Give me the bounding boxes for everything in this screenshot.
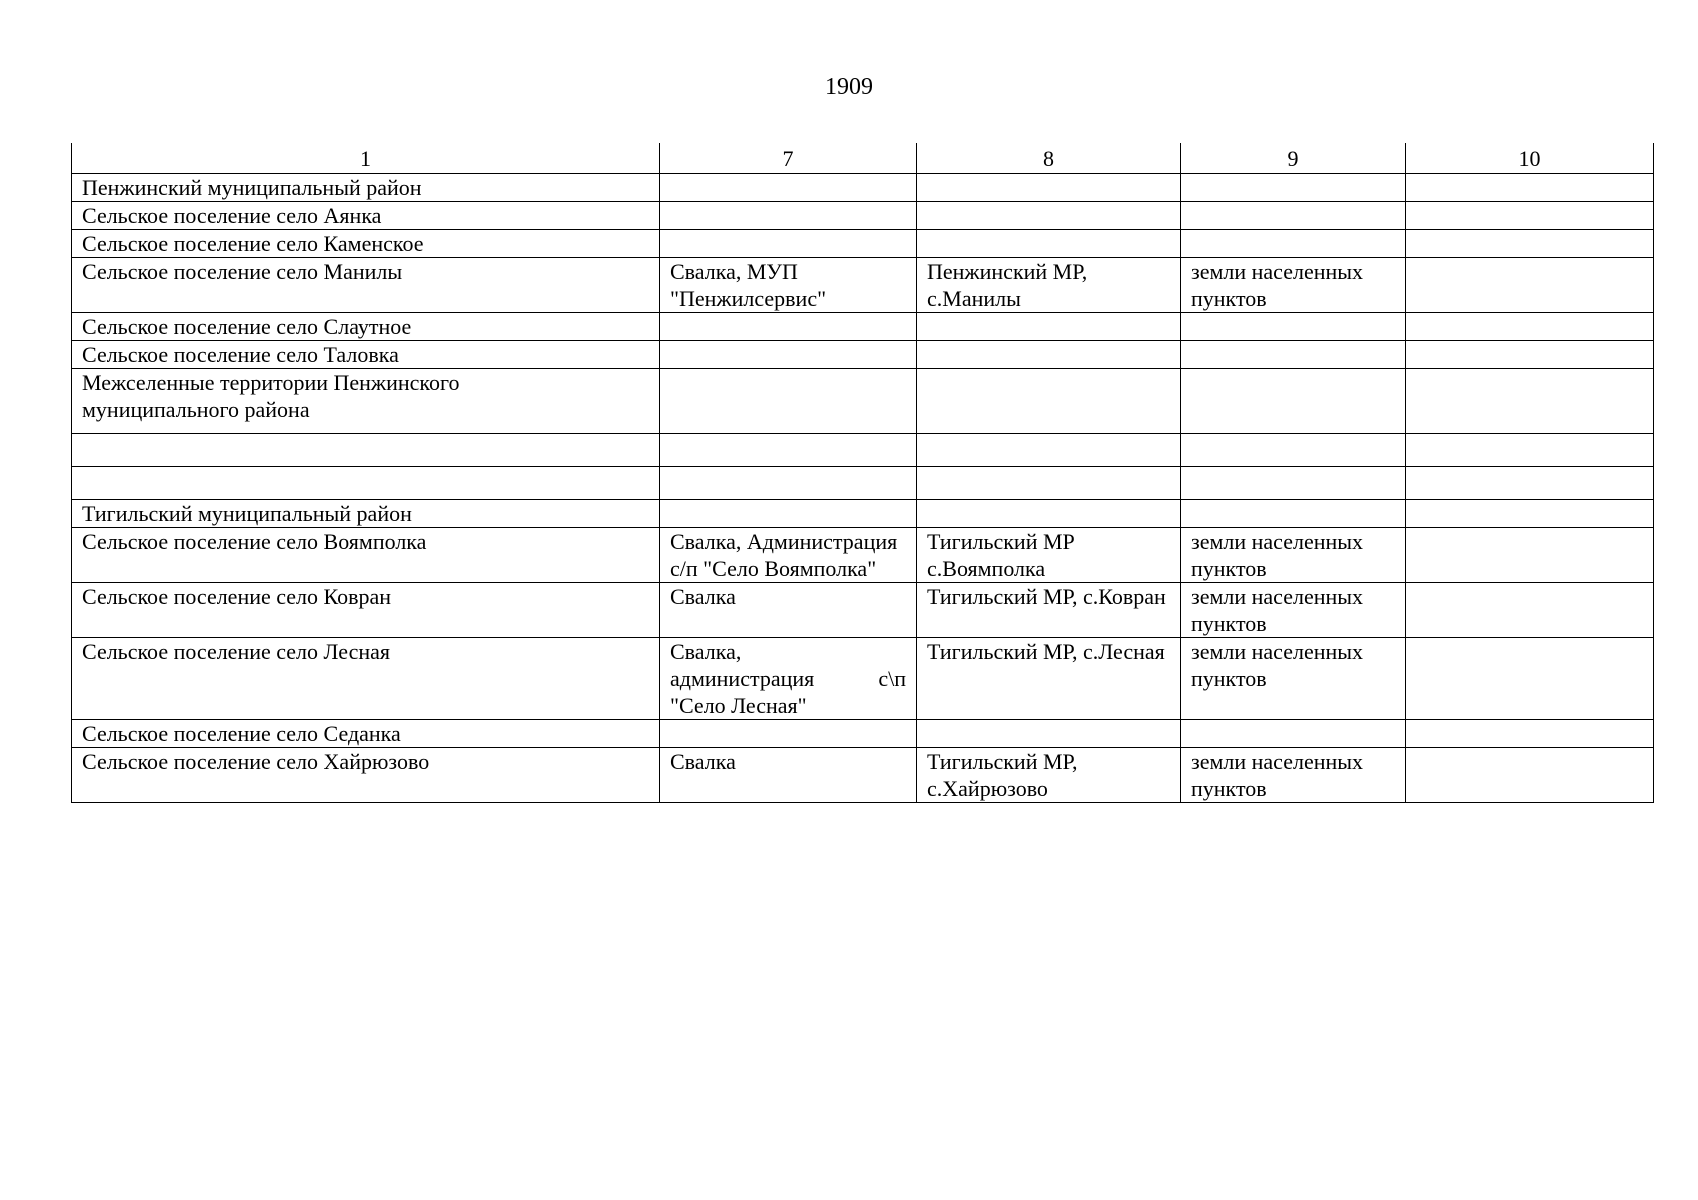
object-cell: Свалка (660, 583, 917, 638)
note-cell (1406, 341, 1654, 369)
object-cell: Свалка (660, 748, 917, 803)
land-category-cell (1181, 202, 1406, 230)
empty-cell (917, 434, 1181, 467)
land-category-cell (1181, 720, 1406, 748)
header-row (72, 143, 1654, 174)
empty-cell (917, 467, 1181, 500)
location-cell: Тигильский МР, с.Лесная (917, 638, 1181, 720)
settlement-name: Сельское поселение село Хайрюзово (72, 748, 660, 803)
table-row (72, 230, 1654, 258)
settlement-name: Сельское поселение село Лесная (72, 638, 660, 720)
header-cell-8: 8 (917, 143, 1181, 174)
empty-cell (1181, 434, 1406, 467)
location-cell (917, 500, 1181, 528)
object-cell (660, 230, 917, 258)
district-name: Тигильский муниципальный район (72, 500, 660, 528)
settlement-name: Сельское поселение село Таловка (72, 341, 660, 369)
land-category-cell: земли населенных пунктов (1181, 258, 1406, 313)
note-cell (1406, 500, 1654, 528)
land-category-cell: земли населенных пунктов (1181, 748, 1406, 803)
table-row (72, 748, 1654, 803)
header-cell-1: 1 (72, 143, 660, 174)
note-cell (1406, 202, 1654, 230)
table-row (72, 174, 1654, 202)
table-row (72, 202, 1654, 230)
object-line: Свалка, (670, 639, 742, 664)
location-cell (917, 230, 1181, 258)
settlement-name: Межселенные территории Пенжинского муниципального района (72, 369, 660, 434)
location-cell: Тигильский МР с.Воямполка (917, 528, 1181, 583)
note-cell (1406, 313, 1654, 341)
note-cell (1406, 638, 1654, 720)
table-row (72, 341, 1654, 369)
settlement-name: Сельское поселение село Воямполка (72, 528, 660, 583)
location-cell (917, 174, 1181, 202)
object-line: "Село Лесная" (670, 693, 807, 718)
land-category-cell (1181, 500, 1406, 528)
settlement-name: Сельское поселение село Манилы (72, 258, 660, 313)
land-category-cell: земли населенных пунктов (1181, 528, 1406, 583)
land-category-cell: земли населенных пунктов (1181, 638, 1406, 720)
note-cell (1406, 528, 1654, 583)
district-name: Пенжинский муниципальный район (72, 174, 660, 202)
object-word: администрация (670, 666, 815, 691)
note-cell (1406, 230, 1654, 258)
header-cell-10: 10 (1406, 143, 1654, 174)
object-cell (660, 341, 917, 369)
object-cell: Свалка, Администрация с/п "Село Воямполка" (660, 528, 917, 583)
table-row (72, 313, 1654, 341)
table-row (72, 434, 1654, 467)
location-cell (917, 202, 1181, 230)
table-row (72, 583, 1654, 638)
object-cell: Свалка, МУП "Пенжилсервис" (660, 258, 917, 313)
page-number: 1909 (825, 74, 873, 100)
empty-cell (1181, 467, 1406, 500)
location-cell: Тигильский МР, с.Хайрюзово (917, 748, 1181, 803)
note-cell (1406, 258, 1654, 313)
object-cell (660, 720, 917, 748)
registry-table (71, 143, 1654, 803)
location-cell (917, 313, 1181, 341)
table-row (72, 720, 1654, 748)
object-cell (660, 202, 917, 230)
object-cell (660, 638, 917, 720)
table-row (72, 258, 1654, 313)
settlement-name: Сельское поселение село Седанка (72, 720, 660, 748)
settlement-name: Сельское поселение село Ковран (72, 583, 660, 638)
land-category-cell (1181, 230, 1406, 258)
land-category-cell (1181, 369, 1406, 434)
note-cell (1406, 369, 1654, 434)
table-row (72, 467, 1654, 500)
object-word: с\п (878, 666, 906, 691)
location-cell: Тигильский МР, с.Ковран (917, 583, 1181, 638)
settlement-name: Сельское поселение село Аянка (72, 202, 660, 230)
settlement-name: Сельское поселение село Слаутное (72, 313, 660, 341)
location-cell (917, 720, 1181, 748)
object-cell (660, 313, 917, 341)
table-row (72, 369, 1654, 434)
table-row (72, 500, 1654, 528)
object-line-justified (670, 665, 906, 692)
header-cell-9: 9 (1181, 143, 1406, 174)
location-cell (917, 341, 1181, 369)
note-cell (1406, 748, 1654, 803)
land-category-cell (1181, 313, 1406, 341)
table-row (72, 638, 1654, 720)
note-cell (1406, 583, 1654, 638)
object-cell (660, 500, 917, 528)
object-cell (660, 174, 917, 202)
note-cell (1406, 720, 1654, 748)
location-cell: Пенжинский МР, с.Манилы (917, 258, 1181, 313)
land-category-cell: земли населенных пунктов (1181, 583, 1406, 638)
empty-cell (1406, 467, 1654, 500)
header-cell-7: 7 (660, 143, 917, 174)
object-cell (660, 369, 917, 434)
note-cell (1406, 174, 1654, 202)
land-category-cell (1181, 341, 1406, 369)
land-category-cell (1181, 174, 1406, 202)
settlement-name: Сельское поселение село Каменское (72, 230, 660, 258)
empty-cell (1406, 434, 1654, 467)
empty-cell (660, 467, 917, 500)
empty-cell (72, 434, 660, 467)
empty-cell (660, 434, 917, 467)
empty-cell (72, 467, 660, 500)
location-cell (917, 369, 1181, 434)
table-row (72, 528, 1654, 583)
